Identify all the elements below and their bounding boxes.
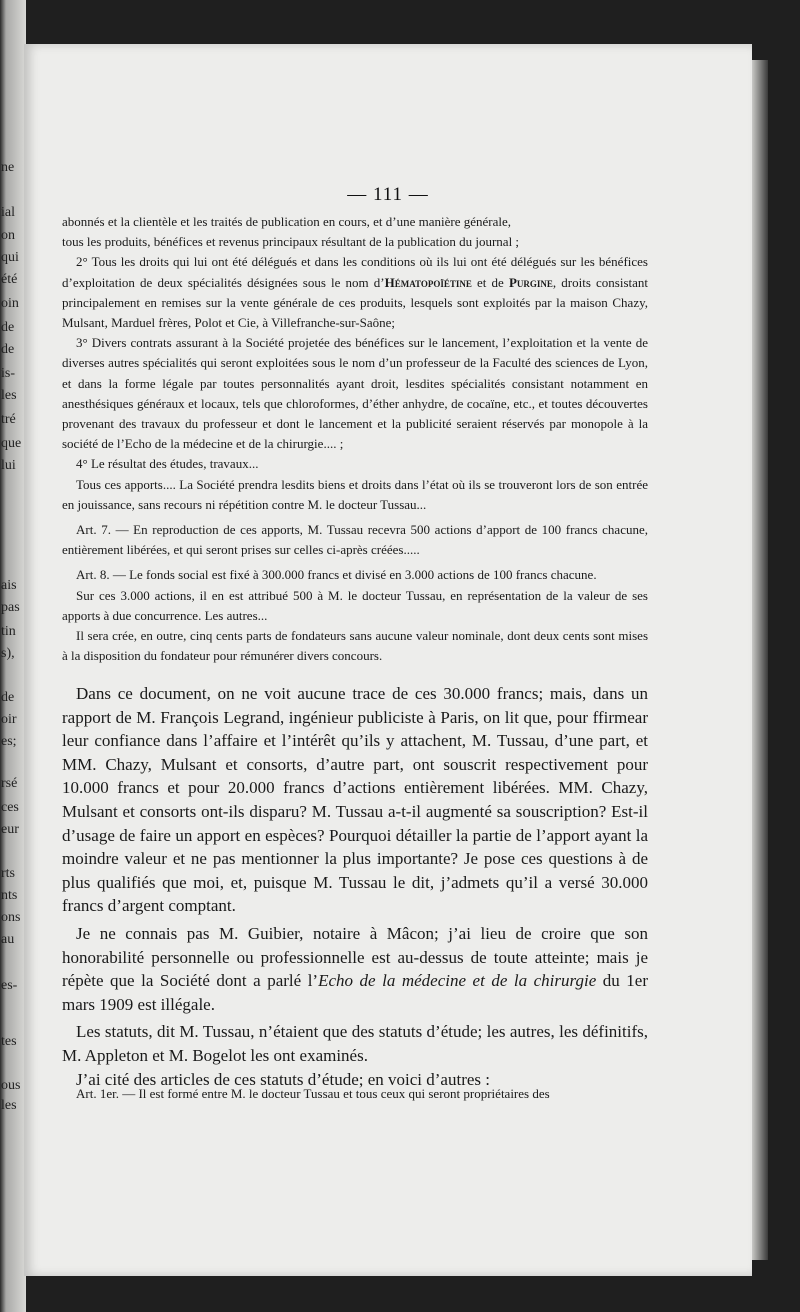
page-number: — 111 — <box>347 184 429 205</box>
facing-page-fragment: de <box>1 342 15 357</box>
facing-page-fragment: nts <box>1 888 18 903</box>
facing-page-fragment: ais <box>1 578 17 593</box>
facing-page-fragment: is- <box>1 366 15 381</box>
facing-page-fragment: tré <box>1 412 16 427</box>
text-run: Je ne connais pas M. Guibier, notaire à Mâcon; j’ai lieu de croire que son honorabilité personnelle ou professionnelle est au-dessus de toute atteinte; mais je répète que la Société dont a parlé l’ <box>62 923 648 991</box>
facing-page-fragment: ces <box>1 800 19 815</box>
article-1: Art. 1er. — Il est formé entre M. le docteur Tussau et tous ceux qui seront propriétaires des <box>76 1086 550 1101</box>
paragraph-apport-3: 3° Divers contrats assurant à la Société projetée des bénéfices sur le lancement, l’exploitation et la vente de diverses autres spécialités qui seront exploitées sous le nom d’un professeur de la Faculté des sciences de Lyon, et dans la forme légale par toutes personnalités ayant droit, lesdites spécialités consistant notamment en anesthésiques généraux et locaux, tels que chloroformes, d’éther anhydre, de cocaïne, etc., et toutes découvertes provenant des travaux du professeur et dont le lancement et la publicité seraient réservés par monopole à la société de l’Echo de la médecine et de la chirurgie.... ; <box>62 335 648 452</box>
paragraph-apport-4: 4° Le résultat des études, travaux... <box>76 456 259 472</box>
quoted-statutes-block <box>62 212 648 666</box>
facing-page-fragment: pas <box>1 600 20 615</box>
facing-page-fragment: de <box>1 690 15 705</box>
journal-title: Echo de la médecine et de la chirurgie <box>318 971 597 991</box>
facing-page-fragment: eur <box>1 822 19 837</box>
paragraph-line: abonnés et la clientèle et les traités de publication en cours, et d’une manière générale, <box>62 214 512 229</box>
facing-page-fragment: au <box>1 932 15 947</box>
facing-page-fragment: lui <box>1 458 16 473</box>
paragraph-actions: Sur ces 3.000 actions, il en est attribué 500 à M. le docteur Tussau, en représentation de la valeur de ses apports à due concurrence. Les autres... <box>62 587 648 623</box>
article-7: Art. 7. — En reproduction de ces apports, M. Tussau recevra 500 actions d’apport de 100 francs chacune, entièrement libérées, et qui seront prises sur celles ci-après créées..... <box>62 522 648 558</box>
facing-page-fragment: rsé <box>1 776 18 791</box>
facing-page-fragment: ne <box>1 160 15 175</box>
paragraph-citation: J’ai cité des articles de ces statuts d’étude; en voici d’autres : <box>76 1069 490 1089</box>
facing-page-fragment: s), <box>1 646 15 661</box>
paragraph-guibier <box>62 922 648 1016</box>
text-run: , droits consistant principalement en remises sur la vente générale de ces produits, lesquels sont exploités par la maison Chazy, Mulsant, Marduel frères, Polot et Cie, à Villefranche-sur-Saône; <box>62 274 648 331</box>
facing-page-fragment: qui <box>1 250 19 265</box>
facing-page-fragment: tes <box>1 1034 17 1049</box>
text-run: et de <box>471 274 509 290</box>
facing-page-fragment: oin <box>1 296 19 311</box>
text-run: 2° Tous les droits qui lui ont été délégués et dans les conditions où ils lui ont été délégués sur les bénéfices d’exploitation de deux spécialités désignées sous le nom d’ <box>62 254 648 290</box>
facing-page-fragment: été <box>1 272 18 287</box>
paragraph-statuts: Les statuts, dit M. Tussau, n’étaient que des statuts d’étude; les autres, les définitifs, M. Appleton et M. Bogelot les ont examinés. <box>62 1022 648 1065</box>
paragraph-document: Dans ce document, on ne voit aucune trace de ces 30.000 francs; mais, dans un rapport de M. François Legrand, ingénieur publiciste à Paris, on lit que, pour ffirmear leur confiance dans l’affaire et l’intérêt qu’ils y attachent, M. Tussau, d’une part, et MM. Chazy, Mulsant et consorts, d’autre part, ont souscrit respectivement pour 10.000 francs et pour 20.000 francs d’actions entièrement libérées. MM. Chazy, Mulsant et consorts ont-ils disparu? M. Tussau a-t-il augmenté sa souscription? Est-il d’usage de faire un apport en espèces? Pourquoi détailler la partie de l’apport ayant la moindre valeur et ne pas mentionner la plus importante? Je pose ces questions à de plus qualifiés que moi, et, puisque M. Tussau le dit, j’admets qu’il a versé 30.000 francs d’argent comptant. <box>62 684 648 916</box>
facing-page-fragment: oir <box>1 712 17 727</box>
facing-page-fragment: ons <box>1 910 21 925</box>
facing-page-edge <box>0 0 26 1312</box>
facing-page-fragment: on <box>1 228 15 243</box>
facing-page-fragment: de <box>1 320 15 335</box>
article-8: Art. 8. — Le fonds social est fixé à 300.000 francs et divisé en 3.000 actions de 100 francs chacune. <box>76 567 597 583</box>
page-edge-shadow <box>752 60 768 1260</box>
product-name: Purgine <box>508 274 553 290</box>
product-name: Hématopoïétine <box>384 274 472 290</box>
facing-page-fragment: que <box>1 436 22 451</box>
text-run: du 1er mars 1909 est illégale. <box>62 971 648 1014</box>
paragraph-apport-2 <box>62 252 648 333</box>
facing-page-fragment: les <box>1 1098 17 1113</box>
book-page <box>24 44 752 1276</box>
facing-page-fragment: es- <box>1 978 18 993</box>
paragraph-line: tous les produits, bénéfices et revenus principaux résultant de la publication du journal ; <box>62 234 520 250</box>
main-text-block <box>62 682 648 1091</box>
facing-page-fragment: es; <box>1 734 17 749</box>
facing-page-fragment: ous <box>1 1078 21 1093</box>
facing-page-fragment: tin <box>1 624 16 639</box>
facing-page-fragment: les <box>1 388 17 403</box>
facing-page-fragment: ial <box>1 205 15 220</box>
facing-page-fragment: rts <box>1 866 15 881</box>
paragraph-parts: Il sera crée, en outre, cinq cents parts de fondateurs sans aucune valeur nominale, dont deux cents sont mises à la disposition du fondateur pour rémunérer divers concours. <box>62 628 648 664</box>
article-1-block <box>62 1084 648 1104</box>
paragraph-apports: Tous ces apports.... La Société prendra lesdits biens et droits dans l’état où ils se trouveront lors de son entrée en jouissance, sans recours ni répétition contre M. le docteur Tussau... <box>62 476 648 512</box>
